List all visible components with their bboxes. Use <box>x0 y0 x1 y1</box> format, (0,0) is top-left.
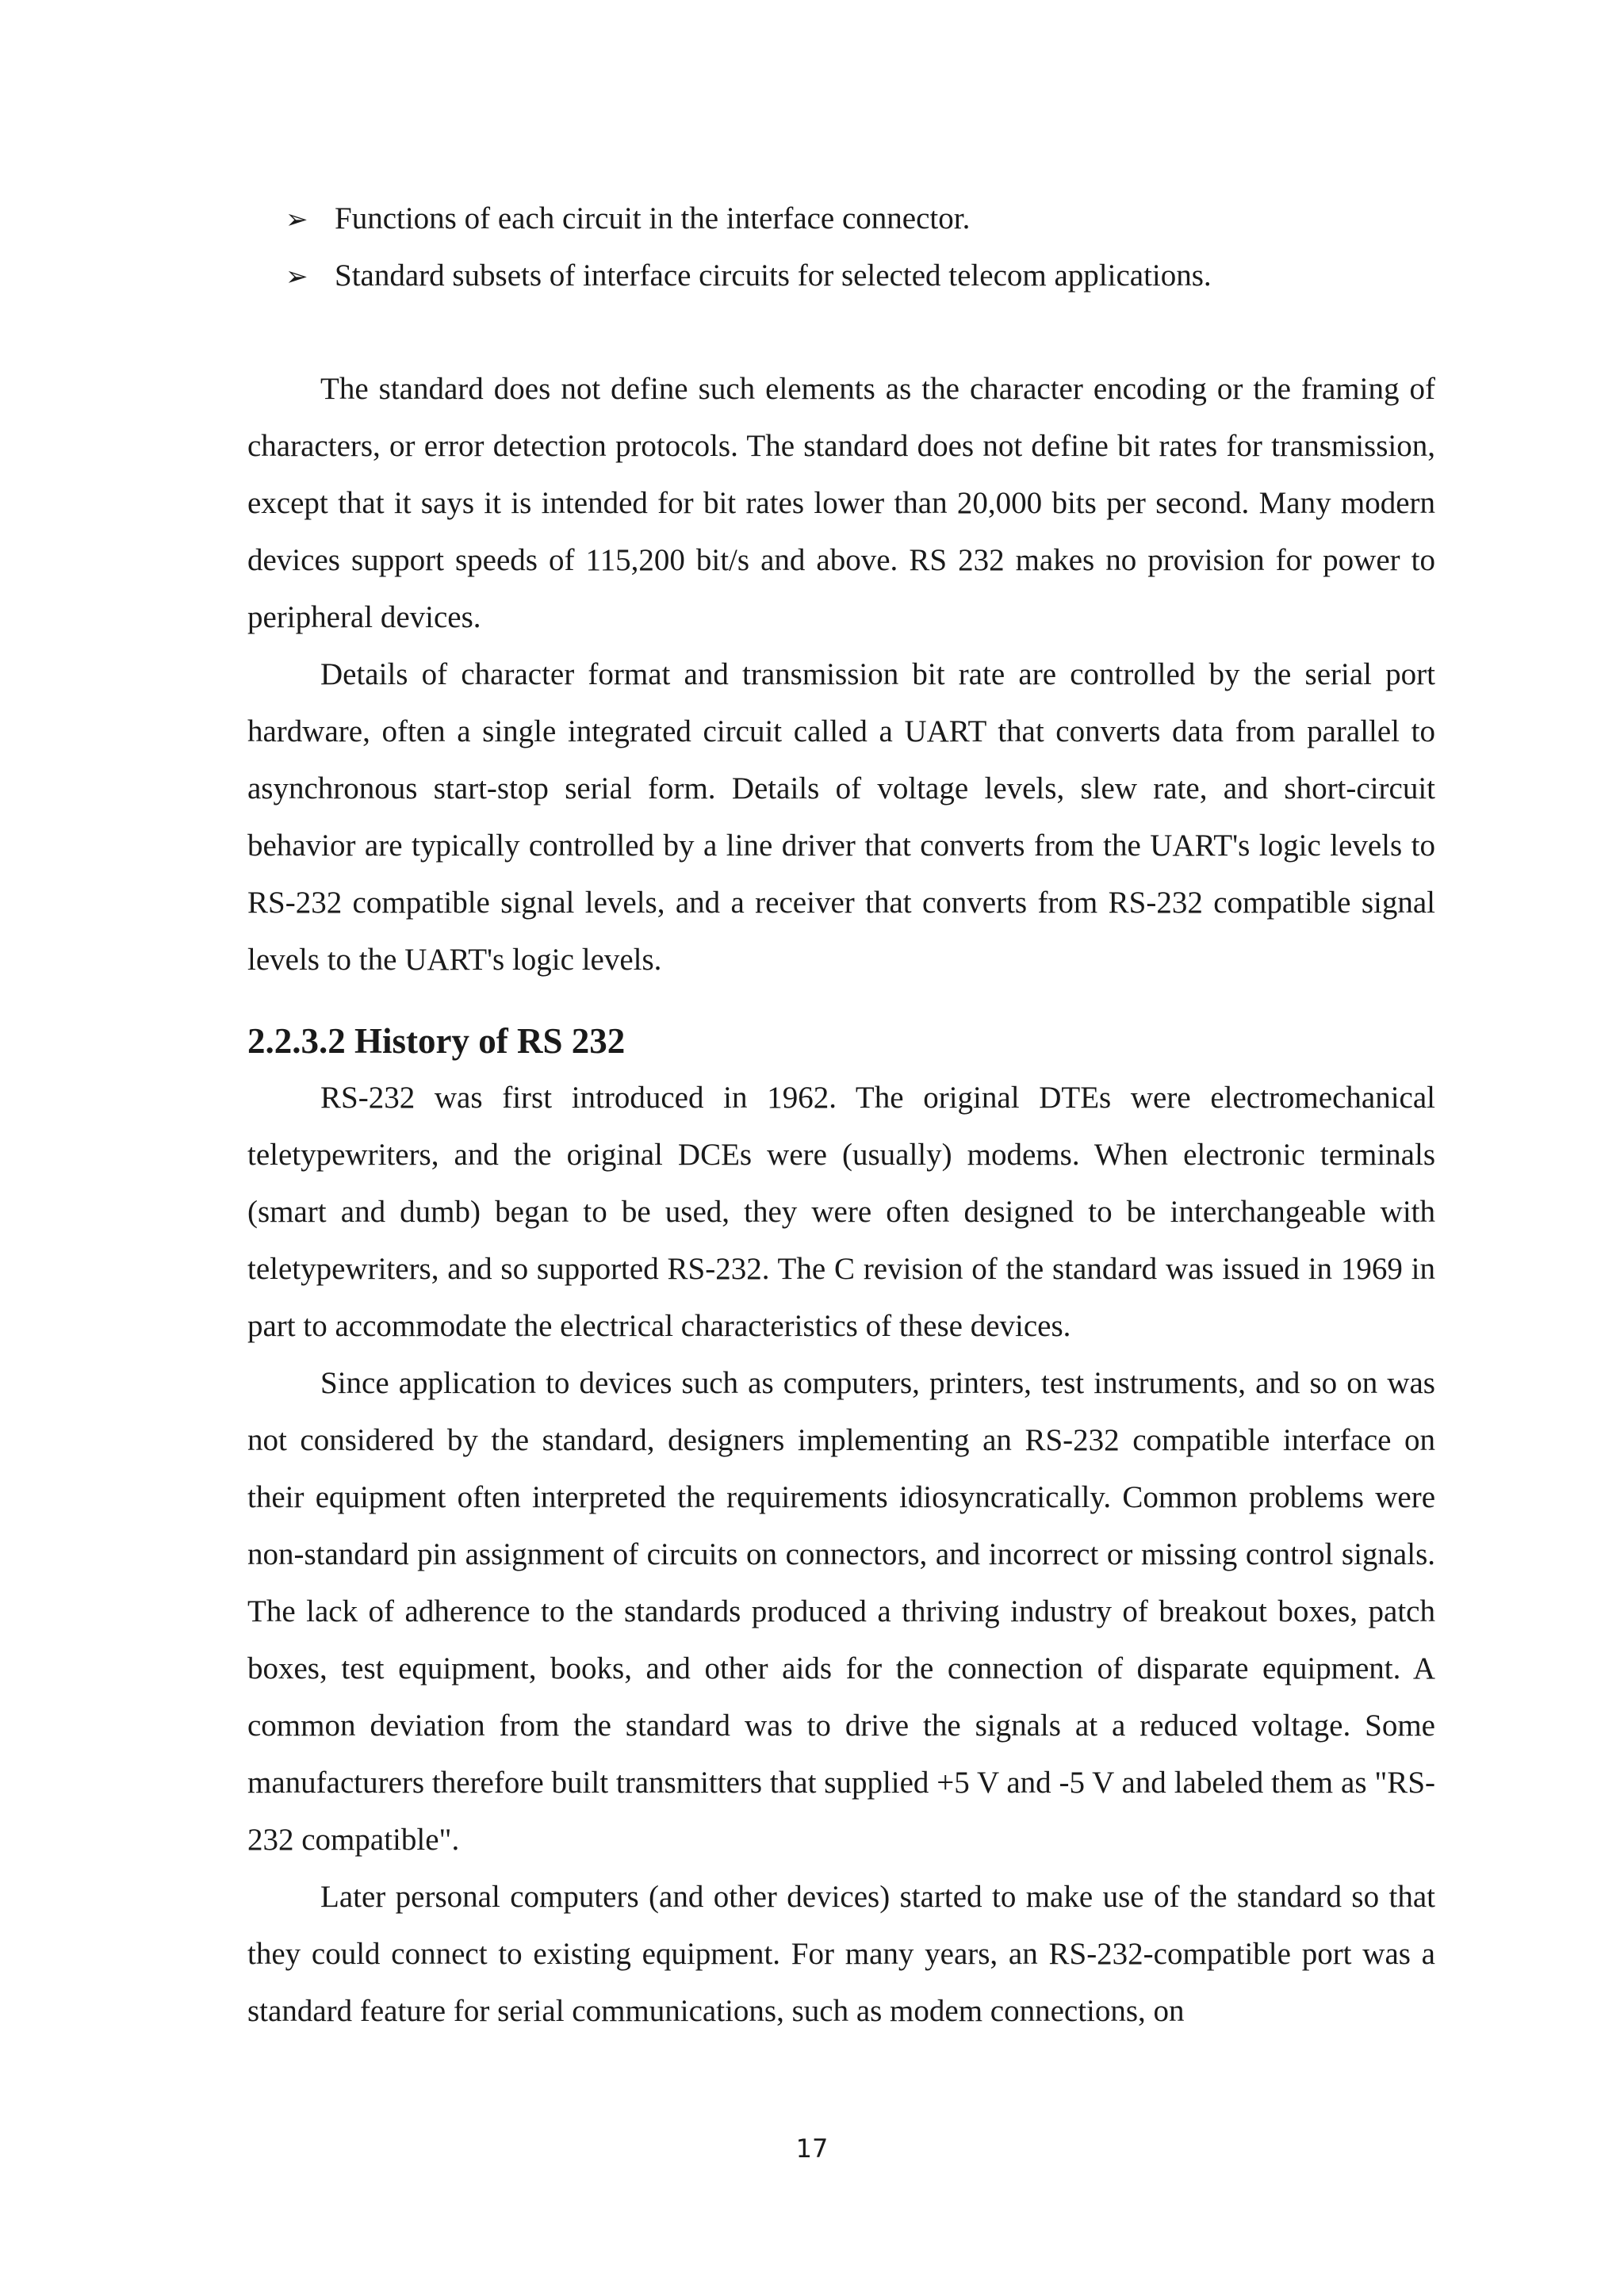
arrowhead-bullet-icon: ➢ <box>285 261 308 293</box>
page-number: 17 <box>795 2133 829 2164</box>
bullet-item <box>247 247 1435 304</box>
bullet-text: Standard subsets of interface circuits for selected telecom applications. <box>335 258 1212 293</box>
bullet-item <box>247 190 1435 247</box>
arrowhead-bullet-icon: ➢ <box>285 204 308 235</box>
section-heading: 2.2.3.2 History of RS 232 <box>247 1021 626 1061</box>
paragraph: Since application to devices such as computers, printers, test instruments, and so on was not considered by the standard, designers implementing an RS-232 compatible interface on their equipment often interpreted the requirements idiosyncratically. Common problems were non-standard pin assignment of circuits on connectors, and incorrect or missing control signals. The lack of adherence to the standards produced a thriving industry of breakout boxes, patch boxes, test equipment, books, and other aids for the connection of disparate equipment. A common deviation from the standard was to drive the signals at a reduced voltage. Some manufacturers therefore built transmitters that supplied +5 V and -5 V and labeled them as "RS-232 compatible". <box>247 1366 1435 1857</box>
bullet-text: Functions of each circuit in the interface connector. <box>335 201 971 235</box>
paragraph: RS-232 was first introduced in 1962. The original DTEs were electromechanical teletypewriters, and the original DCEs were (usually) modems. When electronic terminals (smart and dumb) began to be used, they were often designed to be interchangeable with teletypewriters, and so supported RS-232. The C revision of the standard was issued in 1969 in part to accommodate the electrical characteristics of these devices. <box>247 1081 1435 1343</box>
document-page <box>247 190 1435 2040</box>
paragraph: Details of character format and transmission bit rate are controlled by the serial port hardware, often a single integrated circuit called a UART that converts data from parallel to asynchronous start-stop serial form. Details of voltage levels, slew rate, and short-circuit behavior are typically controlled by a line driver that converts from the UART's logic levels to RS-232 compatible signal levels, and a receiver that converts from RS-232 compatible signal levels to the UART's logic levels. <box>247 657 1435 977</box>
paragraph: The standard does not define such elements as the character encoding or the framing of characters, or error detection protocols. The standard does not define bit rates for transmission, except that it says it is intended for bit rates lower than 20,000 bits per second. Many modern devices support speeds of 115,200 bit/s and above. RS 232 makes no provision for power to peripheral devices. <box>247 372 1435 634</box>
paragraph: Later personal computers (and other devices) started to make use of the standard so that they could connect to existing equipment. For many years, an RS-232-compatible port was a standard feature for serial communications, such as modem connections, on <box>247 1880 1435 2028</box>
bullet-list <box>247 190 1435 304</box>
